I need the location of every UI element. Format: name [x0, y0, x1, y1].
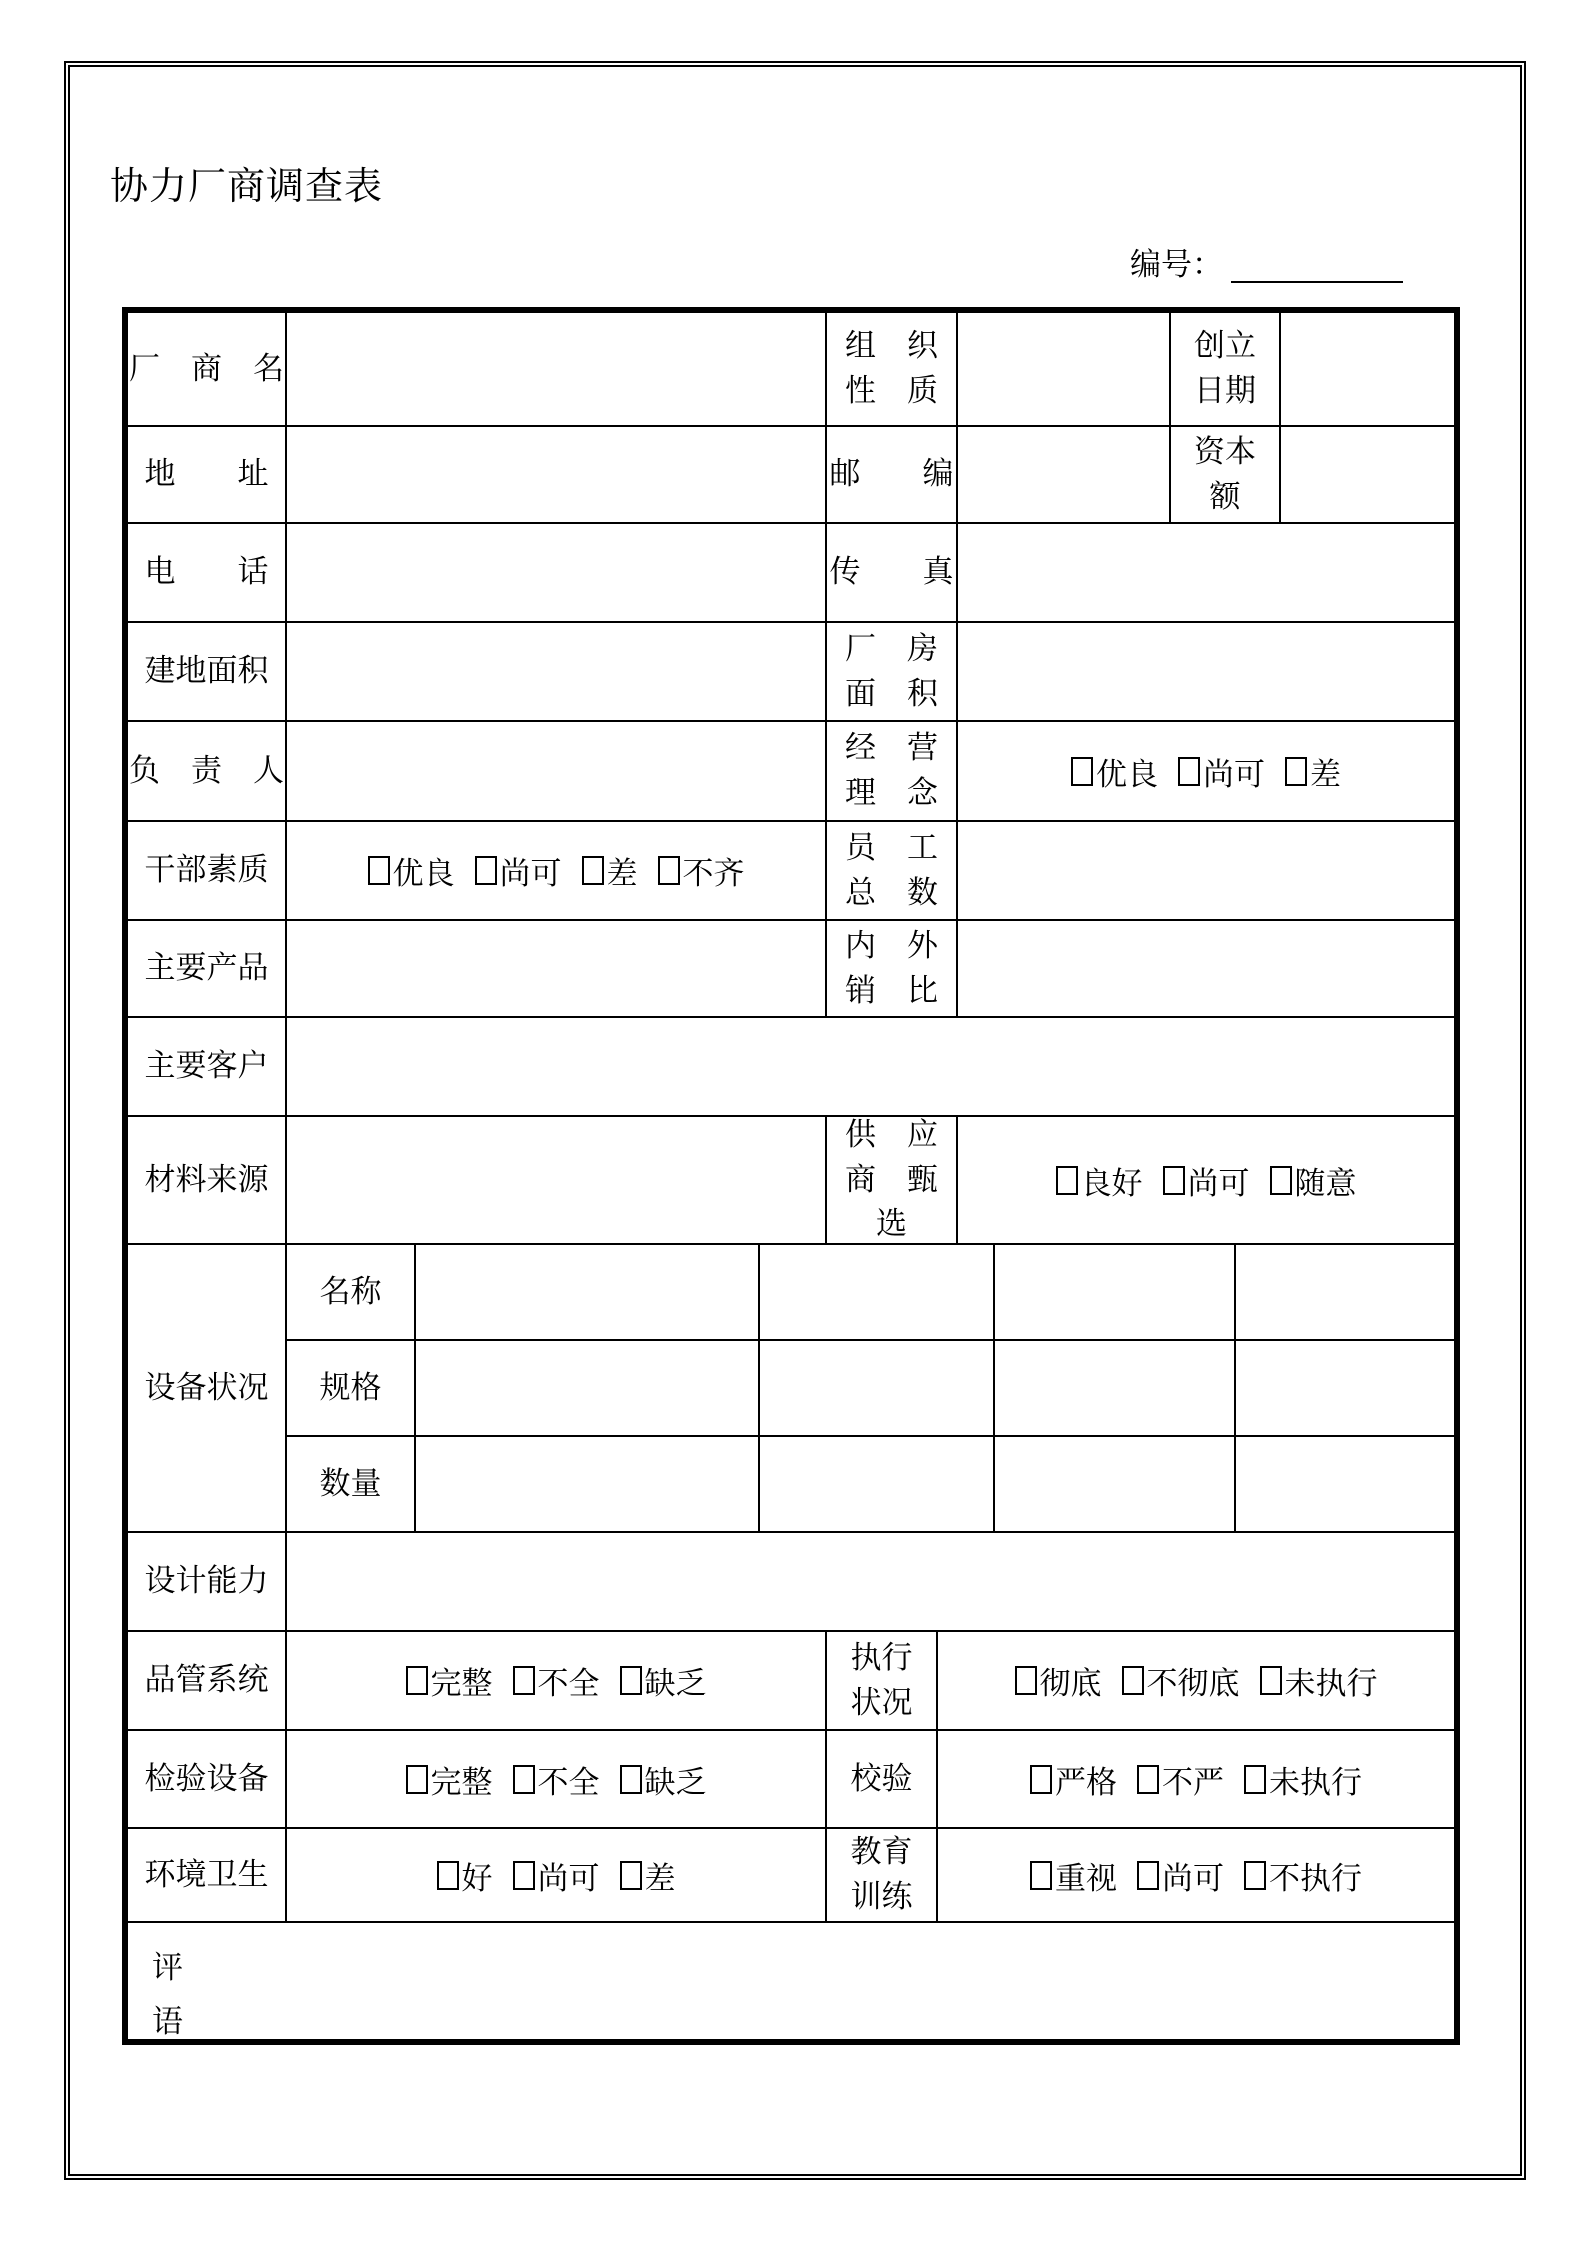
design-ability-input[interactable] — [287, 1533, 1454, 1632]
main-customers-input[interactable] — [287, 1018, 1454, 1117]
serial-row — [1130, 246, 1403, 283]
checkbox-environment-good[interactable] — [437, 1861, 459, 1890]
table-row — [128, 1731, 1454, 1829]
checkbox-management-poor[interactable] — [1285, 757, 1307, 786]
checkbox-calibration-lax[interactable] — [1137, 1765, 1159, 1794]
equipment-spec-input-4[interactable] — [1236, 1341, 1454, 1437]
equipment-spec-input-1[interactable] — [416, 1341, 760, 1437]
checkbox-quality-incomplete[interactable] — [513, 1666, 535, 1695]
label-total-staff: 员 工 总 数 — [827, 822, 958, 921]
label-fax: 传 真 — [827, 524, 958, 623]
quality-system-options: 完整 不全 缺乏 — [287, 1632, 827, 1731]
checkbox-inspection-complete[interactable] — [406, 1765, 428, 1794]
checkbox-execution-none[interactable] — [1260, 1666, 1282, 1695]
checkbox-management-excellent[interactable] — [1071, 757, 1093, 786]
label-domestic-export-ratio: 内 外 销 比 — [827, 921, 958, 1018]
calibration-options: 严格 不严 未执行 — [938, 1731, 1454, 1829]
checkbox-environment-fair[interactable] — [513, 1861, 535, 1890]
label-quality-system: 品管系统 — [128, 1632, 287, 1731]
label-plant-area: 厂 房 面 积 — [827, 623, 958, 722]
label-org-nature: 组 织 性 质 — [827, 313, 958, 427]
label-remarks: 评 语 — [152, 1950, 183, 2039]
label-address: 地 址 — [128, 427, 287, 524]
equipment-qty-input-4[interactable] — [1236, 1437, 1454, 1533]
phone-input[interactable] — [287, 524, 827, 623]
equipment-spec-input-2[interactable] — [760, 1341, 995, 1437]
label-equipment-spec: 规格 — [287, 1341, 416, 1437]
table-row — [128, 1245, 1454, 1533]
equipment-name-input-3[interactable] — [995, 1245, 1236, 1341]
table-row — [287, 1437, 1454, 1533]
factory-name-input[interactable] — [287, 313, 827, 427]
principal-input[interactable] — [287, 722, 827, 822]
label-inspection-equipment: 检验设备 — [128, 1731, 287, 1829]
total-staff-input[interactable] — [958, 822, 1454, 921]
table-row — [128, 1923, 1454, 2039]
checkbox-cadre-excellent[interactable] — [368, 856, 390, 885]
material-source-input[interactable] — [287, 1117, 827, 1245]
checkbox-cadre-incomplete[interactable] — [658, 856, 680, 885]
label-capital: 资本 额 — [1171, 427, 1281, 524]
label-phone: 电 话 — [128, 524, 287, 623]
checkbox-quality-complete[interactable] — [406, 1666, 428, 1695]
checkbox-supplier-good[interactable] — [1056, 1166, 1078, 1195]
checkbox-cadre-poor[interactable] — [582, 856, 604, 885]
equipment-qty-input-1[interactable] — [416, 1437, 760, 1533]
checkbox-inspection-incomplete[interactable] — [513, 1765, 535, 1794]
table-row — [128, 1018, 1454, 1117]
address-input[interactable] — [287, 427, 827, 524]
land-area-input[interactable] — [287, 623, 827, 722]
checkbox-quality-lacking[interactable] — [620, 1666, 642, 1695]
checkbox-calibration-strict[interactable] — [1030, 1765, 1052, 1794]
equipment-qty-input-2[interactable] — [760, 1437, 995, 1533]
checkbox-calibration-none[interactable] — [1244, 1765, 1266, 1794]
inspection-equipment-options: 完整 不全 缺乏 — [287, 1731, 827, 1829]
label-factory-name: 厂 商 名 — [128, 313, 287, 427]
label-cadre-quality: 干部素质 — [128, 822, 287, 921]
checkbox-training-fair[interactable] — [1137, 1861, 1159, 1890]
founding-date-input[interactable] — [1281, 313, 1454, 427]
main-products-input[interactable] — [287, 921, 827, 1018]
equipment-qty-input-3[interactable] — [995, 1437, 1236, 1533]
table-row — [128, 313, 1454, 427]
table-row — [287, 1245, 1454, 1341]
fax-input[interactable] — [958, 524, 1454, 623]
management-philosophy-options: 优良 尚可 差 — [958, 722, 1454, 822]
table-row — [128, 822, 1454, 921]
label-postal-code: 邮 编 — [827, 427, 958, 524]
cadre-quality-options: 优良 尚可 差 不齐 — [287, 822, 827, 921]
domestic-export-ratio-input[interactable] — [958, 921, 1454, 1018]
capital-input[interactable] — [1281, 427, 1454, 524]
checkbox-execution-not-thorough[interactable] — [1122, 1666, 1144, 1695]
label-main-products: 主要产品 — [128, 921, 287, 1018]
label-supplier-selection: 供 应 商 甄 选 — [827, 1117, 958, 1245]
checkbox-management-fair[interactable] — [1178, 757, 1200, 786]
label-principal: 负 责 人 — [128, 722, 287, 822]
table-row — [128, 1829, 1454, 1923]
table-row — [128, 427, 1454, 524]
table-row — [128, 1117, 1454, 1245]
table-row — [128, 623, 1454, 722]
label-education-training: 教育 训练 — [827, 1829, 938, 1923]
checkbox-cadre-fair[interactable] — [475, 856, 497, 885]
postal-code-input[interactable] — [958, 427, 1171, 524]
education-training-options: 重视 尚可 不执行 — [938, 1829, 1454, 1923]
label-calibration: 校验 — [827, 1731, 938, 1829]
checkbox-environment-poor[interactable] — [620, 1861, 642, 1890]
org-nature-input[interactable] — [958, 313, 1171, 427]
label-management-philosophy: 经 营 理 念 — [827, 722, 958, 822]
remarks-cell[interactable] — [128, 1923, 1454, 2039]
table-row — [287, 1341, 1454, 1437]
form-title: 协力厂商调查表 — [110, 166, 384, 208]
label-equipment-qty: 数量 — [287, 1437, 416, 1533]
label-founding-date: 创立 日期 — [1171, 313, 1281, 427]
checkbox-execution-thorough[interactable] — [1015, 1666, 1037, 1695]
checkbox-training-valued[interactable] — [1030, 1861, 1052, 1890]
label-equipment-name: 名称 — [287, 1245, 416, 1341]
label-design-ability: 设计能力 — [128, 1533, 287, 1632]
label-execution-status: 执行 状况 — [827, 1632, 938, 1731]
label-environment-hygiene: 环境卫生 — [128, 1829, 287, 1923]
checkbox-supplier-fair[interactable] — [1163, 1166, 1185, 1195]
equipment-name-input-4[interactable] — [1236, 1245, 1454, 1341]
table-row — [128, 921, 1454, 1018]
environment-hygiene-options: 好 尚可 差 — [287, 1829, 827, 1923]
table-row — [128, 524, 1454, 623]
checkbox-training-none[interactable] — [1244, 1861, 1266, 1890]
survey-table — [122, 307, 1460, 2045]
execution-status-options: 彻底 不彻底 未执行 — [938, 1632, 1454, 1731]
label-equipment-status: 设备状况 — [128, 1245, 287, 1533]
table-row — [128, 722, 1454, 822]
label-land-area: 建地面积 — [128, 623, 287, 722]
checkbox-supplier-random[interactable] — [1270, 1166, 1292, 1195]
equipment-spec-input-3[interactable] — [995, 1341, 1236, 1437]
label-main-customers: 主要客户 — [128, 1018, 287, 1117]
equipment-name-input-2[interactable] — [760, 1245, 995, 1341]
table-row — [128, 1632, 1454, 1731]
supplier-selection-options: 良好 尚可 随意 — [958, 1117, 1454, 1245]
equipment-subtable — [287, 1245, 1454, 1533]
equipment-name-input-1[interactable] — [416, 1245, 760, 1341]
plant-area-input[interactable] — [958, 623, 1454, 722]
label-material-source: 材料来源 — [128, 1117, 287, 1245]
table-row — [128, 1533, 1454, 1632]
checkbox-inspection-lacking[interactable] — [620, 1765, 642, 1794]
serial-number-input[interactable] — [1231, 247, 1403, 283]
serial-number-label: 编号： — [1130, 247, 1223, 282]
